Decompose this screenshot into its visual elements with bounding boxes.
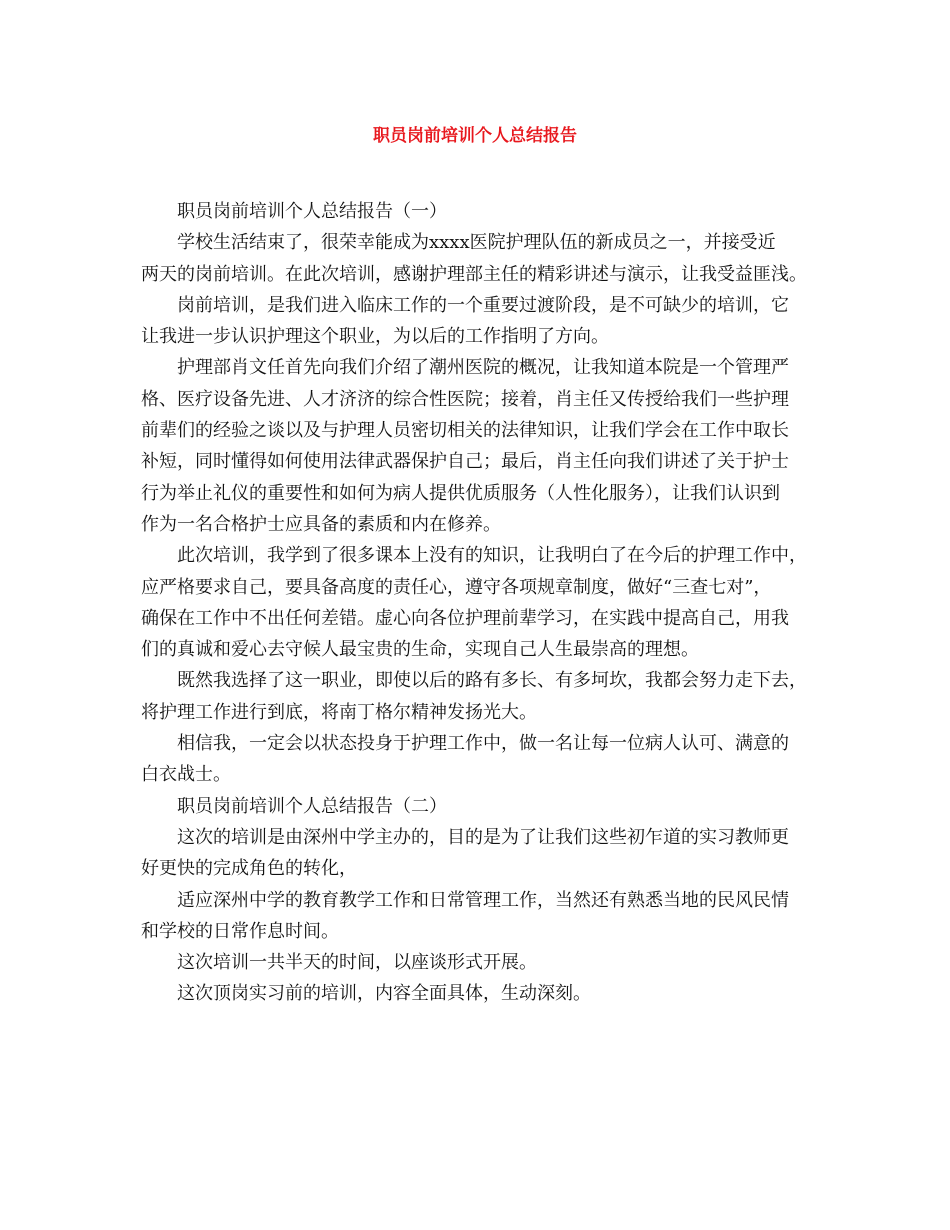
body-line: 们的真诚和爱心去守候人最宝贵的生命，实现自己人生最崇高的理想。 xyxy=(141,639,699,661)
body-line: 这次的培训是由深州中学主办的，目的是为了让我们这些初乍道的实习教师更 xyxy=(177,826,789,848)
body-line: 此次培训，我学到了很多课本上没有的知识，让我明白了在今后的护理工作中， xyxy=(177,545,807,567)
body-line: 行为举止礼仪的重要性和如何为病人提供优质服务（人性化服务），让我们认识到 xyxy=(141,482,780,504)
body-line: 既然我选择了这一职业，即使以后的路有多长、有多坷坎，我都会努力走下去， xyxy=(177,670,807,692)
body-line: 适应深州中学的教育教学工作和日常管理工作，当然还有熟悉当地的民风民情 xyxy=(177,889,789,911)
body-line: 好更快的完成角色的转化， xyxy=(141,858,357,880)
body-line: 学校生活结束了，很荣幸能成为xxxx医院护理队伍的新成员之一，并接受近 xyxy=(177,232,776,254)
body-line: 让我进一步认识护理这个职业，为以后的工作指明了方向。 xyxy=(141,326,609,348)
body-line: 应严格要求自己，要具备高度的责任心，遵守各项规章制度，做好“三查七对”， xyxy=(141,576,772,598)
body-line: 作为一名合格护士应具备的素质和内在修养。 xyxy=(141,513,501,535)
body-line: 确保在工作中不出任何差错。虚心向各位护理前辈学习，在实践中提高自己，用我 xyxy=(141,607,789,629)
document-title: 职员岗前培训个人总结报告 xyxy=(373,126,577,146)
body-line: 职员岗前培训个人总结报告（一） xyxy=(177,201,447,222)
body-line: 职员岗前培训个人总结报告（二） xyxy=(177,795,447,817)
body-line: 和学校的日常作息时间。 xyxy=(141,920,339,942)
body-line: 两天的岗前培训。在此次培训，感谢护理部主任的精彩讲述与演示，让我受益匪浅。 xyxy=(141,263,807,285)
body-line: 补短，同时懂得如何使用法律武器保护自己；最后，肖主任向我们讲述了关于护士 xyxy=(141,451,789,473)
body-line: 岗前培训，是我们进入临床工作的一个重要过渡阶段，是不可缺少的培训，它 xyxy=(177,294,789,316)
body-line: 护理部肖文任首先向我们介绍了潮州医院的概况，让我知道本院是一个管理严 xyxy=(177,357,789,379)
document-body xyxy=(141,196,816,1010)
body-line: 格、医疗设备先进、人才济济的综合性医院；接着，肖主任又传授给我们一些护理 xyxy=(141,388,789,410)
body-line: 这次培训一共半天的时间，以座谈形式开展。 xyxy=(177,952,537,974)
body-line: 将护理工作进行到底，将南丁格尔精神发扬光大。 xyxy=(141,701,537,723)
body-line: 相信我，一定会以状态投身于护理工作中，做一名让每一位病人认可、满意的 xyxy=(177,733,789,755)
body-line: 前辈们的经验之谈以及与护理人员密切相关的法律知识，让我们学会在工作中取长 xyxy=(141,420,789,442)
body-line: 这次顶岗实习前的培训，内容全面具体，生动深刻。 xyxy=(177,983,591,1005)
body-line: 白衣战士。 xyxy=(141,764,231,786)
